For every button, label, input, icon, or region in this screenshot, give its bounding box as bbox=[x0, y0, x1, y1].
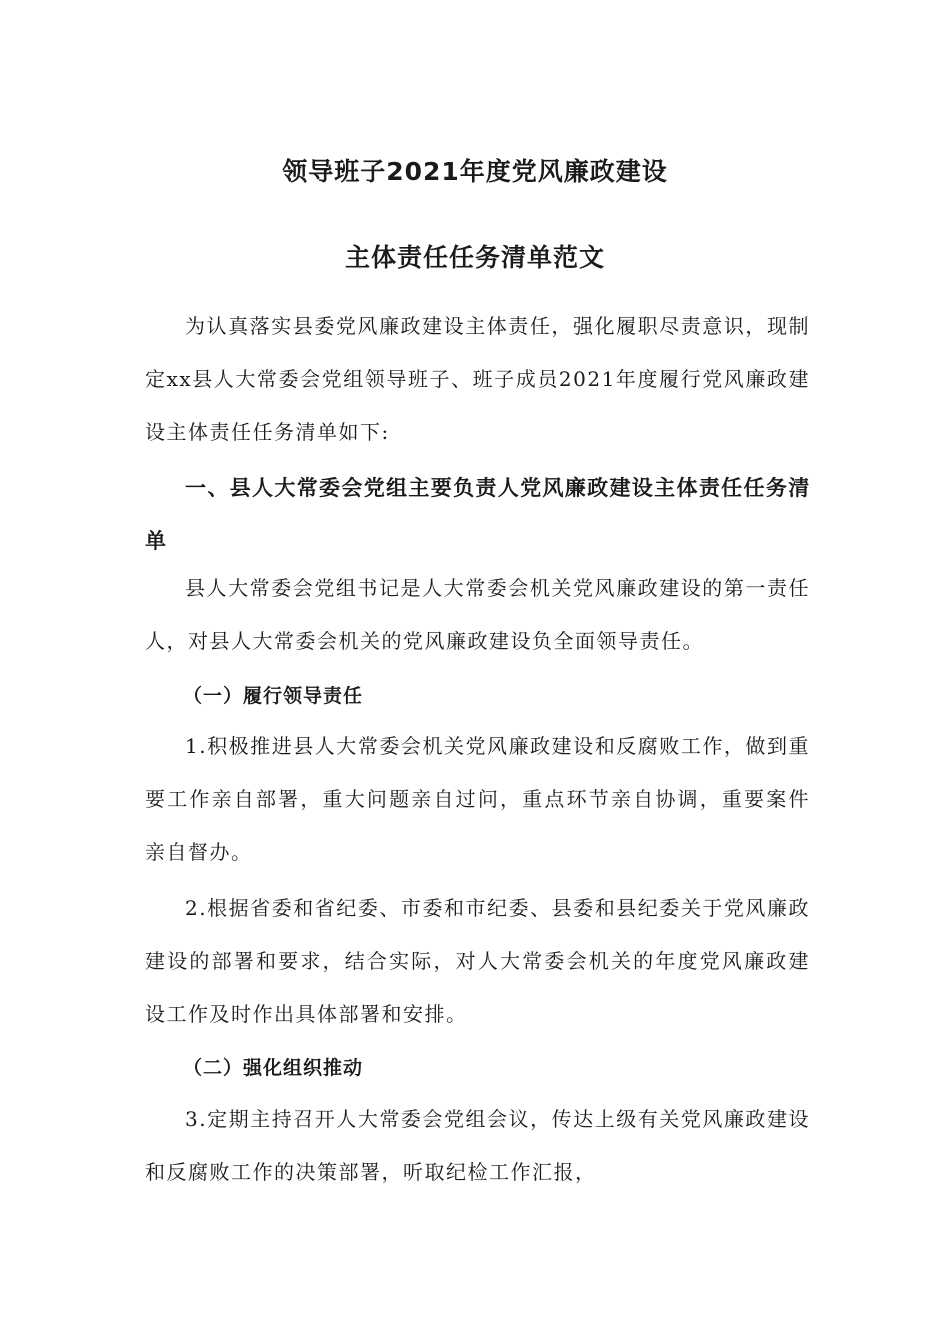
section-1-paragraph: 县人大常委会党组书记是人大常委会机关党风廉政建设的第一责任人，对县人大常委会机关的党风廉政建设负全面领导责任。 bbox=[145, 576, 810, 653]
subsection-1-heading: （一）履行领导责任 bbox=[183, 685, 364, 707]
subsection-2-heading: （二）强化组织推动 bbox=[183, 1057, 364, 1079]
item-2-paragraph: 2.根据省委和省纪委、市委和市纪委、县委和县纪委关于党风廉政建设的部署和要求，结合实际，对人大常委会机关的年度党风廉政建设工作及时作出具体部署和安排。 bbox=[145, 896, 810, 1026]
item-1-paragraph: 1.积极推进县人大常委会机关党风廉政建设和反腐败工作，做到重要工作亲自部署，重大问题亲自过问，重点环节亲自协调，重要案件亲自督办。 bbox=[145, 734, 810, 864]
document-title-line-2: 主体责任任务清单范文 bbox=[344, 243, 605, 272]
document-title-line-1: 领导班子2021年度党风廉政建设 bbox=[282, 157, 668, 186]
intro-paragraph: 为认真落实县委党风廉政建设主体责任，强化履职尽责意识，现制定xx县人大常委会党组领导班子、班子成员2021年度履行党风廉政建设主体责任任务清单如下: bbox=[145, 314, 810, 444]
section-1-heading: 一、县人大常委会党组主要负责人党风廉政建设主体责任任务清单 bbox=[145, 476, 810, 553]
item-3-paragraph: 3.定期主持召开人大常委会党组会议，传达上级有关党风廉政建设和反腐败工作的决策部署，听取纪检工作汇报， bbox=[145, 1107, 810, 1184]
